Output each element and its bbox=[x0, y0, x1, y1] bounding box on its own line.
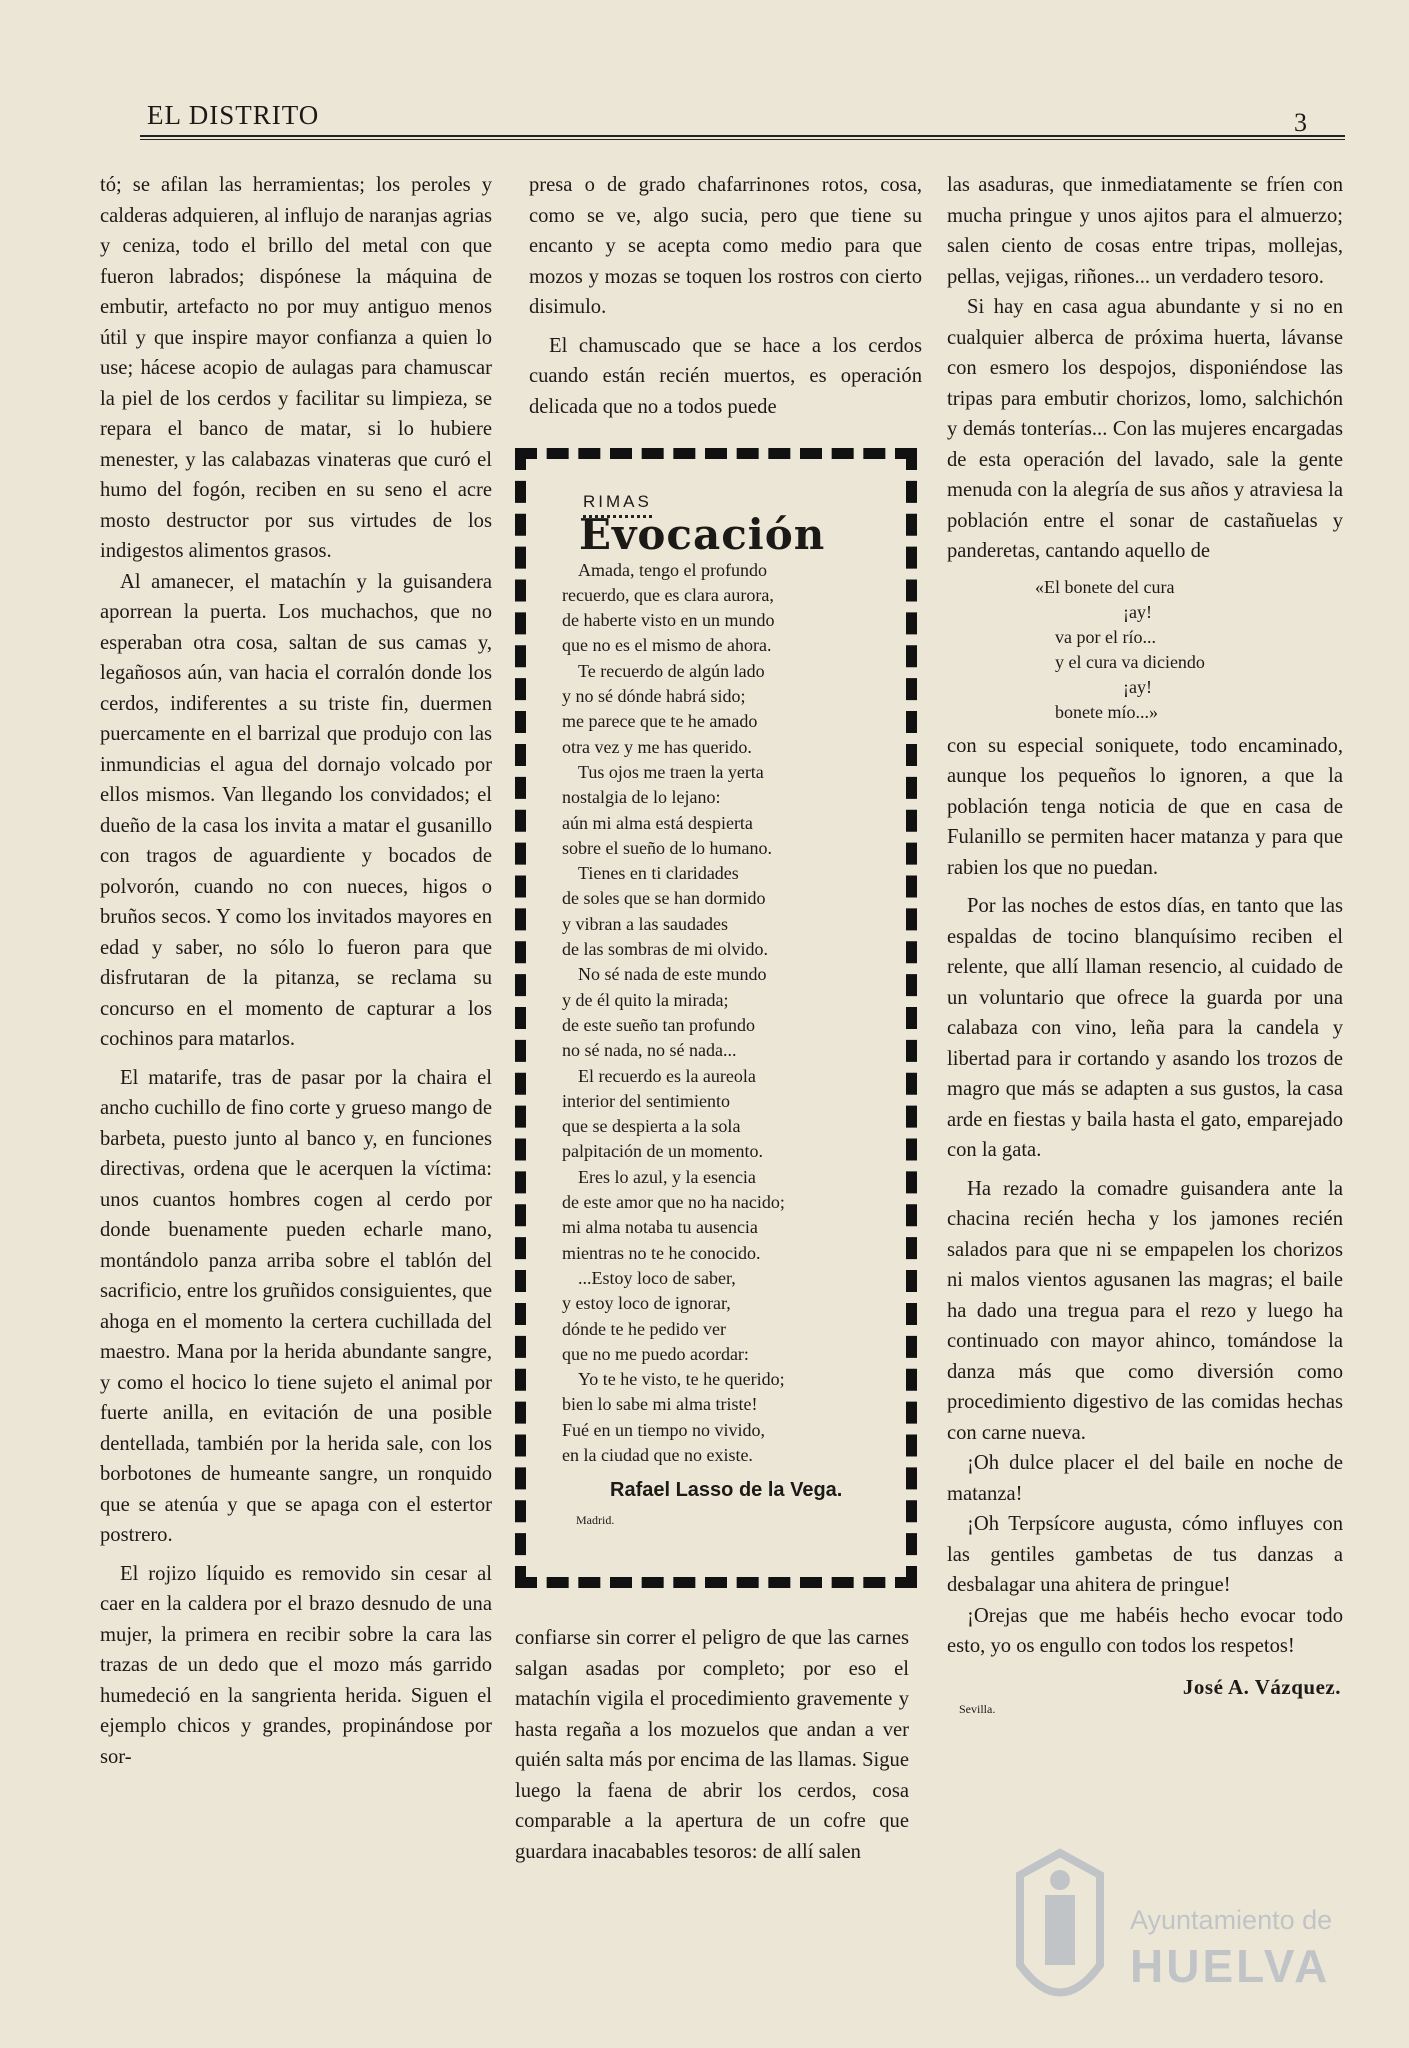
poem-line: Tus ojos me traen la yerta bbox=[578, 761, 764, 782]
paragraph: confiarse sin correr el peligro de que las carnes salgan asadas por completo; por eso el matachín vigila el procedimiento gravemente y hasta regaña a los mozuelos que andan a ver quién salta más por encima de las llamas. Sigue luego la faena de abrir los cerdos, cosa comparable a la apertura de un cofre que guardara inacabables tesoros: de allí salen bbox=[515, 1627, 909, 1863]
poem-line: dónde te he pedido ver bbox=[562, 1318, 726, 1339]
paragraph: El rojizo líquido es removido sin cesar al caer en la caldera por el brazo desnudo de una mujer, la primera en recibir sobre la cara las trazas de un dedo que el mozo más garrido humedeció en la sangrienta herida. Siguen el ejemplo chicos y grandes, propinándose por sor- bbox=[100, 1562, 492, 1768]
watermark-line-1: Ayuntamiento de bbox=[1130, 1905, 1333, 1935]
paragraph: Si hay en casa agua abundante y si no en cualquier alberca de próxima huerta, lávanse con esmero los despojos, disponiéndose las tripas para embutir chorizos, lomo, salchichón y demás tonterías... Con las mujeres encargadas de esta operación del lavado, sale la gente menuda con la alegría de sus años y atraviesa la población entre el sonar de castañuelas y panderetas, cantando aquello de bbox=[947, 296, 1343, 562]
poem-line: nostalgia de lo lejano: bbox=[562, 787, 721, 808]
poem-line: de este amor que no ha nacido; bbox=[562, 1192, 785, 1213]
poem-city: Madrid. bbox=[576, 1512, 615, 1527]
paragraph: las asaduras, que inmediatamente se fríen con mucha pringue y unos ajitos para el almuerzo; salen ciento de cosas entre tripas, mollejas, pellas, vejigas, riñones... un verdadero tesoro. bbox=[947, 174, 1343, 288]
paragraph: con su especial soniquete, todo encaminado, aunque los pequeños lo ignoren, a que la población tenga noticia de que en casa de Fulanillo se permiten hacer matanza y para que rabien los que no puedan. bbox=[947, 734, 1343, 879]
paragraph: Al amanecer, el matachín y la guisandera aporrean la puerta. Los muchachos, que no esperaban otra cosa, saltan de sus camas y, legañosos aún, van hacia el corralón donde los cerdos, indiferentes a su triste fin, duermen puercamente en el barrizal que produjo con las inmundicias el agua del dornajo volcado por ellos mismos. Van llegando los convidados; el dueño de la casa los invita a matar el gusanillo con tragos de aguardiente y bocados de polvorón, cuando no con nueces, higos o bruños secos. Y como los invitados mayores en edad y saber, no sólo lo fueron para que disfrutaran de la pitanza, se reclama su concurso en el momento de capturar a los cochinos para matarlos. bbox=[100, 570, 492, 1050]
verse-line: va por el río... bbox=[1055, 626, 1156, 647]
paragraph: Ha rezado la comadre guisandera ante la chacina recién hecha y los jamones recién salados para que ni se empapelen los chorizos ni malos vientos agusanen las magras; el baile ha dado una tregua para el rezo y luego ha continuado con mayor ahinco, tomándose la danza más que como diversión como procedimiento digestivo de las comidas hechas con carne nueva. bbox=[947, 1177, 1343, 1444]
poem-line: interior del sentimiento bbox=[562, 1090, 730, 1111]
archive-watermark bbox=[1000, 1835, 1360, 2025]
poem-line: Tienes en ti claridades bbox=[578, 863, 739, 884]
poem-line: sobre el sueño de lo humano. bbox=[562, 837, 772, 858]
column-2-bottom bbox=[515, 1623, 909, 1867]
paragraph: Por las noches de estos días, en tanto que las espaldas de tocino blanquísimo reciben el relente, que allí llaman resencio, al cuidado de un voluntario que ofrece la guarda por una calabaza con vino, leña para la candela y libertad para ir cortando y asando los trozos de magro que más se adapten a sus gustos, la casa arde en fiestas y baila hasta el gato, emparejado con la gata. bbox=[947, 895, 1343, 1161]
poem-line: me parece que te he amado bbox=[562, 711, 758, 732]
song-verse bbox=[1035, 575, 1343, 725]
verse-line: «El bonete del cura bbox=[1035, 576, 1175, 597]
poem-line: Amada, tengo el profundo bbox=[578, 559, 767, 580]
poem-line: recuerdo, que es clara aurora, bbox=[562, 584, 774, 605]
poem-line: y estoy loco de ignorar, bbox=[562, 1293, 731, 1314]
poem-box bbox=[515, 448, 917, 1588]
poem-line: que no me puedo acordar: bbox=[562, 1343, 749, 1364]
masthead-title: EL DISTRITO bbox=[147, 100, 320, 130]
poem-line: Te recuerdo de algún lado bbox=[578, 660, 765, 681]
paragraph: presa o de grado chafarrinones rotos, cosa, como se ve, algo sucia, pero que tiene su encanto y se acepta como medio para que mozos y mozas se toquen los rostros con cierto disimulo. bbox=[529, 174, 922, 318]
poem-line: mientras no te he conocido. bbox=[562, 1242, 761, 1263]
poem-section-label: RIMAS bbox=[583, 489, 652, 518]
poem-line: Yo te he visto, te he querido; bbox=[578, 1369, 785, 1390]
coat-of-arms-icon bbox=[1000, 1845, 1120, 2025]
poem-line: que se despierta a la sola bbox=[562, 1116, 741, 1137]
poem-line: de este sueño tan profundo bbox=[562, 1014, 755, 1035]
poem-line: El recuerdo es la aureola bbox=[578, 1065, 756, 1086]
poem-line: mi alma notaba tu ausencia bbox=[562, 1217, 758, 1238]
poem-line: palpitación de un momento. bbox=[562, 1141, 763, 1162]
poem-lines bbox=[556, 558, 882, 1469]
column-1 bbox=[100, 170, 492, 1772]
page-number: 3 bbox=[1294, 108, 1307, 137]
poem-line: de las sombras de mi olvido. bbox=[562, 939, 768, 960]
poem-line: y no sé dónde habrá sido; bbox=[562, 686, 746, 707]
poem-author: Rafael Lasso de la Vega. bbox=[610, 1479, 843, 1502]
poem-title: Evocación bbox=[579, 510, 826, 560]
paragraph: ¡Orejas que me habéis hecho evocar todo esto, yo os engullo con todos los respetos! bbox=[947, 1604, 1343, 1657]
paragraph: ¡Oh dulce placer el del baile en noche de matanza! bbox=[947, 1452, 1343, 1505]
poem-line: y vibran a las saudades bbox=[562, 913, 728, 934]
poem-line: de soles que se han dormido bbox=[562, 888, 766, 909]
verse-line: ¡ay! bbox=[1123, 601, 1152, 622]
column-2-top bbox=[529, 170, 922, 422]
article-signature: José A. Vázquez. bbox=[1182, 1674, 1341, 1699]
poem-line: Eres lo azul, y la esencia bbox=[578, 1166, 756, 1187]
poem-line: otra vez y me has querido. bbox=[562, 736, 752, 757]
verse-line: ¡ay! bbox=[1123, 676, 1152, 697]
paragraph: El chamuscado que se hace a los cerdos cuando están recién muertos, es operación delicada que no a todos puede bbox=[529, 334, 922, 418]
paragraph: tó; se afilan las herramientas; los peroles y calderas adquieren, al influjo de naranjas agrias y ceniza, todo el brillo del metal con que fueron labrados; dispónese la máquina de embutir, artefacto no por muy antiguo menos útil y que inspire mayor confianza a quien lo use; hácese acopio de aulagas para chamuscar la piel de los cerdos y facilitar su limpieza, se repara el banco de matar, si lo hubiere menester, y las calabazas vinateras que curó el humo del fogón, reciben en su seno el acre mosto destructor por sus virtudes de los indigestos alimentos grasos. bbox=[100, 174, 492, 562]
poem-line: ...Estoy loco de saber, bbox=[578, 1267, 736, 1288]
paragraph: El matarife, tras de pasar por la chaira el ancho cuchillo de fino corte y grueso mango de barbeta, puesto junto al banco y, en funciones directivas, ordena que le acerquen la víctima: unos cuantos hombres cogen al cerdo por donde buenamente pueden echarle mano, montándolo panza arriba sobre el tablón del sacrificio, entre los gruñidos consiguientes, que ahoga en el momento la certera cuchillada del maestro. Mana por la herida abundante sangre, y como el hocico lo tiene sujeto el animal por fuerte anilla, en evitación de una posible dentellada, también por la herida sale, con los borbotones de humeante sangre, un ronquido que se atenúa y que se apaga con el estertor postrero. bbox=[100, 1066, 492, 1546]
watermark-line-2: HUELVA bbox=[1130, 1940, 1331, 1992]
poem-line: en la ciudad que no existe. bbox=[562, 1444, 753, 1465]
poem-line: y de él quito la mirada; bbox=[562, 989, 729, 1010]
poem-line: bien lo sabe mi alma triste! bbox=[562, 1394, 758, 1415]
verse-line: bonete mío...» bbox=[1055, 701, 1158, 722]
poem-line: de haberte visto en un mundo bbox=[562, 610, 775, 631]
header-rule bbox=[140, 135, 1345, 140]
poem-line: que no es el mismo de ahora. bbox=[562, 635, 772, 656]
poem-line: Fué en un tiempo no vivido, bbox=[562, 1419, 765, 1440]
poem-line: aún mi alma está despierta bbox=[562, 812, 753, 833]
poem-line: no sé nada, no sé nada... bbox=[562, 1040, 737, 1061]
column-3 bbox=[947, 170, 1343, 1725]
paragraph: ¡Oh Terpsícore augusta, cómo influyes con las gentiles gambetas de tus danzas a desbalagar una ahitera de pringue! bbox=[947, 1513, 1343, 1596]
article-place: Sevilla. bbox=[959, 1702, 996, 1716]
poem-line: No sé nada de este mundo bbox=[578, 964, 767, 985]
verse-line: y el cura va diciendo bbox=[1055, 651, 1205, 672]
